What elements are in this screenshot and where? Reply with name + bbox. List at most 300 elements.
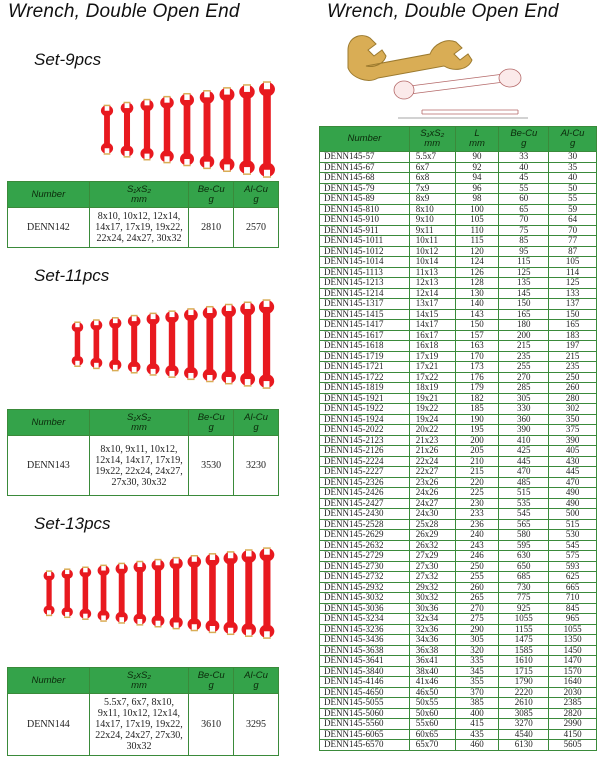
row-becu: 55 (499, 183, 549, 194)
row-alcu: 350 (549, 414, 597, 425)
row-alcu: 845 (549, 603, 597, 614)
row-becu: 485 (499, 477, 549, 488)
row-becu: 925 (499, 603, 549, 614)
row-alcu: 55 (549, 194, 597, 205)
right-title: Wrench, Double Open End (327, 1, 559, 22)
wrench-icon (259, 81, 275, 178)
set-9-title: Set-9pcs (34, 50, 102, 69)
row-becu: 125 (499, 267, 549, 278)
row-alcu: 165 (549, 320, 597, 331)
row-becu: 45 (499, 173, 549, 184)
row-alcu: 1350 (549, 635, 597, 646)
row-size: 14x17 (409, 320, 455, 331)
row-size: 19x24 (409, 414, 455, 425)
row-number: DENN145-1924 (320, 414, 410, 425)
row-becu: 595 (499, 540, 549, 551)
row-becu: 2220 (499, 687, 549, 698)
row-alcu: 2820 (549, 708, 597, 719)
set-alcu: 3230 (234, 436, 279, 496)
set-number: DENN143 (8, 436, 90, 496)
table-row (320, 299, 597, 310)
row-length: 385 (455, 698, 499, 709)
row-size: 16x18 (409, 341, 455, 352)
row-alcu: 77 (549, 236, 597, 247)
row-length: 179 (455, 383, 499, 394)
col-size-header: S₁xS₂ mm (89, 410, 189, 436)
row-alcu: 1640 (549, 677, 597, 688)
row-length: 96 (455, 183, 499, 194)
row-number: DENN145-2430 (320, 509, 410, 520)
row-becu: 165 (499, 309, 549, 320)
set-13-title: Set-13pcs (34, 514, 111, 533)
row-becu: 425 (499, 446, 549, 457)
row-alcu: 59 (549, 204, 597, 215)
table-row (320, 582, 597, 593)
row-becu: 630 (499, 551, 549, 562)
row-length: 115 (455, 236, 499, 247)
row-becu: 135 (499, 278, 549, 289)
table-row (320, 278, 597, 289)
wrench-icon (259, 299, 274, 389)
row-length: 182 (455, 393, 499, 404)
row-alcu: 625 (549, 572, 597, 583)
brass-wrench-icon (348, 36, 472, 81)
table-row (320, 572, 597, 583)
table-row (320, 204, 597, 215)
col-alcu-header: Al-Cu g (234, 668, 279, 694)
wrench-icon (260, 547, 275, 639)
table-row (320, 173, 597, 184)
table-row (320, 677, 597, 688)
row-size: 19x21 (409, 393, 455, 404)
row-number: DENN145-6570 (320, 740, 410, 751)
row-size: 38x40 (409, 666, 455, 677)
row-size: 30x32 (409, 593, 455, 604)
col-becu-header: Be-Cu g (189, 182, 234, 208)
row-number: DENN145-911 (320, 225, 410, 236)
row-number: DENN145-910 (320, 215, 410, 226)
row-number: DENN145-5055 (320, 698, 410, 709)
wrench-icon (116, 563, 128, 624)
row-length: 150 (455, 320, 499, 331)
row-length: 265 (455, 593, 499, 604)
wrench-icon (62, 568, 73, 618)
wrench-icon (134, 561, 147, 626)
row-becu: 650 (499, 561, 549, 572)
row-number: DENN145-2730 (320, 561, 410, 572)
row-becu: 70 (499, 215, 549, 226)
table-row (320, 624, 597, 635)
table-row (320, 162, 597, 173)
row-number: DENN145-2224 (320, 456, 410, 467)
row-length: 400 (455, 708, 499, 719)
row-length: 205 (455, 446, 499, 457)
row-alcu: 2990 (549, 719, 597, 730)
row-size: 11x13 (409, 267, 455, 278)
row-becu: 1155 (499, 624, 549, 635)
row-length: 255 (455, 572, 499, 583)
row-length: 345 (455, 666, 499, 677)
row-number: DENN145-1417 (320, 320, 410, 331)
row-size: 30x36 (409, 603, 455, 614)
wrench-icon (101, 105, 113, 155)
row-length: 246 (455, 551, 499, 562)
row-alcu: 235 (549, 362, 597, 373)
row-alcu: 105 (549, 257, 597, 268)
row-becu: 95 (499, 246, 549, 257)
row-alcu: 575 (549, 551, 597, 562)
row-alcu: 150 (549, 309, 597, 320)
row-alcu: 183 (549, 330, 597, 341)
row-becu: 75 (499, 225, 549, 236)
row-length: 128 (455, 278, 499, 289)
row-length: 130 (455, 288, 499, 299)
row-alcu: 280 (549, 393, 597, 404)
row-becu: 445 (499, 456, 549, 467)
table-row (8, 436, 279, 496)
table-row (320, 477, 597, 488)
row-becu: 255 (499, 362, 549, 373)
row-becu: 305 (499, 393, 549, 404)
row-length: 195 (455, 425, 499, 436)
row-alcu: 4150 (549, 729, 597, 740)
left-title: Wrench, Double Open End (8, 1, 240, 22)
row-size: 65x70 (409, 740, 455, 751)
row-length: 260 (455, 582, 499, 593)
table-row (320, 183, 597, 194)
row-size: 32x36 (409, 624, 455, 635)
row-length: 92 (455, 162, 499, 173)
table-row (8, 694, 279, 756)
table-row (320, 540, 597, 551)
table-row (320, 603, 597, 614)
table-row (320, 236, 597, 247)
row-length: 460 (455, 740, 499, 751)
row-number: DENN145-1719 (320, 351, 410, 362)
row-becu: 360 (499, 414, 549, 425)
wrench-icon (165, 310, 178, 378)
row-size: 7x9 (409, 183, 455, 194)
row-alcu: 1450 (549, 645, 597, 656)
table-row (320, 215, 597, 226)
row-alcu: 133 (549, 288, 597, 299)
row-alcu: 260 (549, 383, 597, 394)
row-size: 10x12 (409, 246, 455, 257)
row-becu: 470 (499, 467, 549, 478)
table-row (320, 414, 597, 425)
row-size: 19x22 (409, 404, 455, 415)
table-row (320, 393, 597, 404)
table-row (320, 267, 597, 278)
table-row (320, 152, 597, 163)
row-becu: 410 (499, 435, 549, 446)
row-alcu: 430 (549, 456, 597, 467)
row-size: 9x11 (409, 225, 455, 236)
row-becu: 580 (499, 530, 549, 541)
row-size: 27x32 (409, 572, 455, 583)
wrench-icon (206, 553, 220, 633)
table-row (320, 320, 597, 331)
table-row (320, 687, 597, 698)
row-becu: 515 (499, 488, 549, 499)
row-length: 200 (455, 435, 499, 446)
row-size: 21x26 (409, 446, 455, 457)
row-length: 143 (455, 309, 499, 320)
row-alcu: 1570 (549, 666, 597, 677)
col-alcu-header: Al-Cu g (234, 410, 279, 436)
single-wrench-image (338, 24, 598, 124)
row-alcu: 530 (549, 530, 597, 541)
row-size: 22x27 (409, 467, 455, 478)
wrench-icon (180, 93, 194, 166)
row-number: DENN145-2732 (320, 572, 410, 583)
col-alcu-header: Al-Cu g (234, 182, 279, 208)
row-length: 170 (455, 351, 499, 362)
row-length: 435 (455, 729, 499, 740)
table-row (320, 362, 597, 373)
table-row (320, 666, 597, 677)
set-becu: 3530 (189, 436, 234, 496)
row-size: 24x27 (409, 498, 455, 509)
row-size: 22x24 (409, 456, 455, 467)
row-becu: 1790 (499, 677, 549, 688)
row-size: 55x60 (409, 719, 455, 730)
wrench-icon (90, 319, 102, 369)
row-size: 6x8 (409, 173, 455, 184)
wrench-icon (109, 317, 121, 371)
row-length: 355 (455, 677, 499, 688)
row-number: DENN145-1617 (320, 330, 410, 341)
row-size: 27x30 (409, 561, 455, 572)
row-becu: 565 (499, 519, 549, 530)
row-number: DENN145-810 (320, 204, 410, 215)
row-alcu: 250 (549, 372, 597, 383)
row-number: DENN145-57 (320, 152, 410, 163)
row-length: 236 (455, 519, 499, 530)
row-alcu: 137 (549, 299, 597, 310)
row-becu: 60 (499, 194, 549, 205)
row-alcu: 64 (549, 215, 597, 226)
row-number: DENN145-3236 (320, 624, 410, 635)
row-length: 190 (455, 414, 499, 425)
row-becu: 1475 (499, 635, 549, 646)
row-number: DENN145-2123 (320, 435, 410, 446)
wrench-icon (128, 315, 141, 374)
row-alcu: 114 (549, 267, 597, 278)
wrench-icon (188, 555, 202, 631)
row-size: 6x7 (409, 162, 455, 173)
col-becu-header: Be-Cu g (189, 410, 234, 436)
table-row (320, 446, 597, 457)
row-becu: 145 (499, 288, 549, 299)
table-row (320, 257, 597, 268)
row-number: DENN145-1213 (320, 278, 410, 289)
table-row (320, 488, 597, 499)
table-row (320, 645, 597, 656)
table-row (320, 530, 597, 541)
wrench-icon (221, 304, 235, 385)
row-becu: 1585 (499, 645, 549, 656)
row-size: 17x19 (409, 351, 455, 362)
row-becu: 390 (499, 425, 549, 436)
row-size: 21x23 (409, 435, 455, 446)
row-becu: 330 (499, 404, 549, 415)
table-row (320, 519, 597, 530)
row-size: 13x17 (409, 299, 455, 310)
row-size: 8x9 (409, 194, 455, 205)
row-size: 16x17 (409, 330, 455, 341)
table-row (320, 467, 597, 478)
row-size: 17x21 (409, 362, 455, 373)
row-number: DENN145-1214 (320, 288, 410, 299)
col-becu-header: Be-Cu g (189, 668, 234, 694)
row-size: 26x32 (409, 540, 455, 551)
row-size: 60x65 (409, 729, 455, 740)
wrench-spec-table (319, 126, 597, 751)
row-length: 215 (455, 467, 499, 478)
row-length: 290 (455, 624, 499, 635)
row-length: 270 (455, 603, 499, 614)
row-number: DENN145-3036 (320, 603, 410, 614)
set-becu: 2810 (189, 208, 234, 248)
row-becu: 33 (499, 152, 549, 163)
row-size: 26x29 (409, 530, 455, 541)
row-number: DENN145-2629 (320, 530, 410, 541)
table-row (320, 708, 597, 719)
row-becu: 775 (499, 593, 549, 604)
set-sizes: 8x10, 9x11, 10x12, 12x14, 14x17, 17x19, 19x22, 22x24, 24x27, 27x30, 30x32 (89, 436, 189, 496)
row-length: 415 (455, 719, 499, 730)
set-sizes: 5.5x7, 6x7, 8x10, 9x11, 10x12, 12x14, 14x17, 17x19, 19x22, 22x24, 24x27, 27x30, 30x32 (89, 694, 189, 756)
row-number: DENN145-6065 (320, 729, 410, 740)
row-length: 243 (455, 540, 499, 551)
wrench-icon (184, 308, 198, 380)
row-alcu: 197 (549, 341, 597, 352)
row-alcu: 40 (549, 173, 597, 184)
set-9-table (7, 181, 279, 248)
row-becu: 285 (499, 383, 549, 394)
row-size: 9x10 (409, 215, 455, 226)
row-length: 100 (455, 204, 499, 215)
row-becu: 200 (499, 330, 549, 341)
row-length: 105 (455, 215, 499, 226)
table-row (320, 456, 597, 467)
row-length: 94 (455, 173, 499, 184)
row-becu: 40 (499, 162, 549, 173)
row-length: 210 (455, 456, 499, 467)
row-becu: 545 (499, 509, 549, 520)
row-size: 25x28 (409, 519, 455, 530)
row-becu: 4540 (499, 729, 549, 740)
row-size: 46x50 (409, 687, 455, 698)
table-row (320, 551, 597, 562)
table-row (320, 635, 597, 646)
table-row (320, 729, 597, 740)
wrench-icon (242, 549, 256, 637)
row-alcu: 665 (549, 582, 597, 593)
table-row (320, 383, 597, 394)
row-number: DENN145-4650 (320, 687, 410, 698)
row-number: DENN145-3638 (320, 645, 410, 656)
table-row (320, 372, 597, 383)
row-becu: 85 (499, 236, 549, 247)
col-length-header: L mm (455, 127, 499, 152)
row-length: 90 (455, 152, 499, 163)
row-length: 320 (455, 645, 499, 656)
row-size: 18x19 (409, 383, 455, 394)
row-length: 305 (455, 635, 499, 646)
row-number: DENN145-1113 (320, 267, 410, 278)
row-length: 233 (455, 509, 499, 520)
row-size: 17x22 (409, 372, 455, 383)
row-size: 20x22 (409, 425, 455, 436)
row-size: 8x10 (409, 204, 455, 215)
row-size: 5.5x7 (409, 152, 455, 163)
row-alcu: 302 (549, 404, 597, 415)
row-becu: 2610 (499, 698, 549, 709)
row-becu: 150 (499, 299, 549, 310)
row-becu: 65 (499, 204, 549, 215)
row-number: DENN145-1819 (320, 383, 410, 394)
row-number: DENN145-3032 (320, 593, 410, 604)
row-becu: 730 (499, 582, 549, 593)
row-alcu: 375 (549, 425, 597, 436)
row-number: DENN145-1922 (320, 404, 410, 415)
row-length: 185 (455, 404, 499, 415)
row-size: 14x15 (409, 309, 455, 320)
row-number: DENN145-2022 (320, 425, 410, 436)
wrench-icon (72, 321, 83, 367)
row-number: DENN145-4146 (320, 677, 410, 688)
wrench-icon (170, 557, 183, 629)
wrench-icon (98, 565, 110, 622)
row-size: 12x13 (409, 278, 455, 289)
row-size: 32x34 (409, 614, 455, 625)
row-alcu: 1055 (549, 624, 597, 635)
row-size: 34x36 (409, 635, 455, 646)
table-row (320, 561, 597, 572)
row-number: DENN145-89 (320, 194, 410, 205)
row-length: 98 (455, 194, 499, 205)
row-length: 176 (455, 372, 499, 383)
wrench-icon (239, 84, 254, 175)
row-length: 157 (455, 330, 499, 341)
table-row (320, 719, 597, 730)
row-length: 173 (455, 362, 499, 373)
row-number: DENN145-1921 (320, 393, 410, 404)
row-length: 140 (455, 299, 499, 310)
row-length: 370 (455, 687, 499, 698)
row-length: 126 (455, 267, 499, 278)
wrench-icon (240, 302, 255, 387)
row-number: DENN145-1721 (320, 362, 410, 373)
row-number: DENN145-2632 (320, 540, 410, 551)
col-number-header: Number (8, 182, 90, 208)
row-number: DENN145-1415 (320, 309, 410, 320)
row-number: DENN145-3234 (320, 614, 410, 625)
set-number: DENN142 (8, 208, 90, 248)
row-alcu: 515 (549, 519, 597, 530)
row-becu: 1610 (499, 656, 549, 667)
row-size: 24x26 (409, 488, 455, 499)
row-size: 36x41 (409, 656, 455, 667)
row-alcu: 30 (549, 152, 597, 163)
row-number: DENN145-3436 (320, 635, 410, 646)
set-13-table (7, 667, 279, 756)
row-number: DENN145-2326 (320, 477, 410, 488)
row-size: 24x30 (409, 509, 455, 520)
set-sizes: 8x10, 10x12, 12x14, 14x17, 17x19, 19x22, 22x24, 24x27, 30x32 (89, 208, 189, 248)
